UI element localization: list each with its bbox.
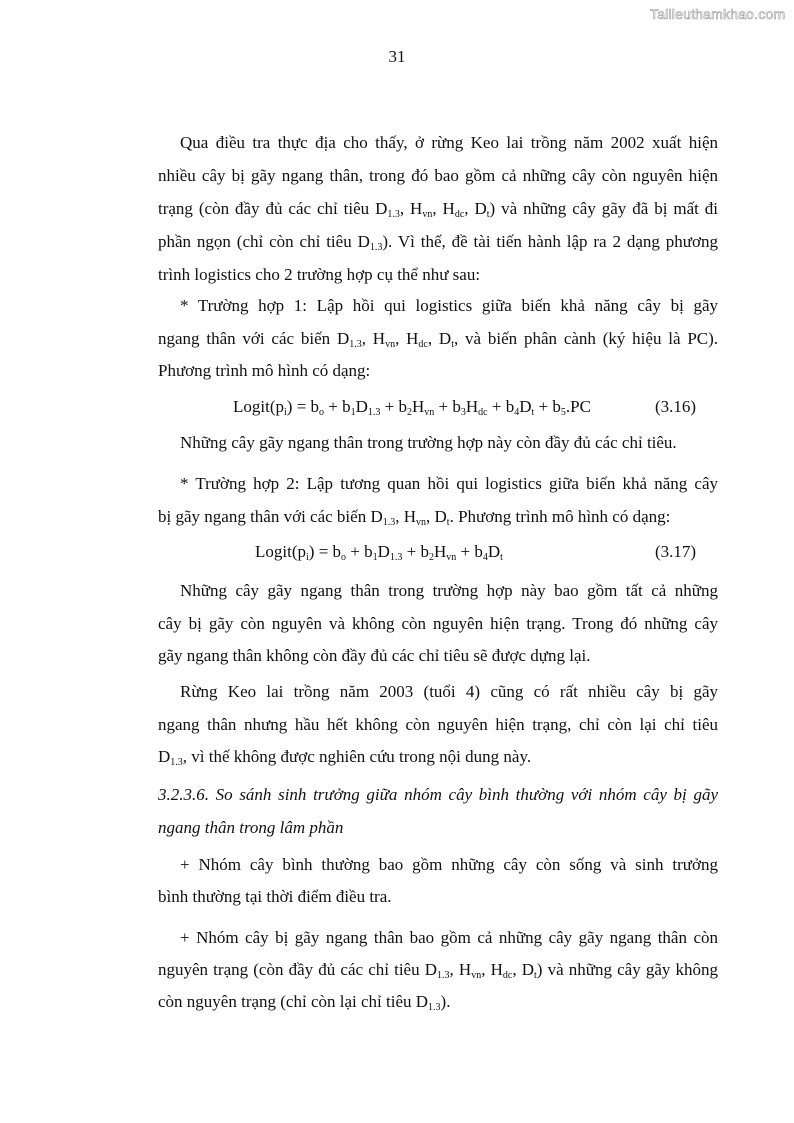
subscript: 1 [350, 407, 356, 418]
subscript: i [306, 552, 309, 563]
text-run: ngang thân trong lâm phần [158, 818, 344, 837]
equation [233, 396, 591, 418]
text-run: , H [481, 960, 503, 979]
text-run: Logit(p [255, 542, 306, 561]
text-run: D [158, 747, 171, 766]
text-run: Những cây gãy ngang thân trong trường hợp này bao gồm tất cả những [180, 581, 718, 600]
text-line [158, 198, 718, 220]
text-run: + b [380, 397, 407, 416]
text-line [180, 854, 718, 876]
text-run: + Nhóm cây bị gãy ngang thân bao gồm cả những cây gãy ngang thân còn [180, 928, 718, 947]
text-run: gãy ngang thân không còn đầy đủ các chỉ tiêu sẽ được dựng lại. [158, 646, 591, 665]
text-run: bị gãy ngang thân với các biến D [158, 507, 383, 526]
text-run: , D [464, 199, 487, 218]
text-line [158, 991, 450, 1013]
subscript: vn [446, 552, 457, 563]
section-heading-line [158, 817, 343, 839]
text-run: + b [534, 397, 561, 416]
text-run: , H [395, 507, 417, 526]
text-run: nguyên trạng (còn đầy đủ các chỉ tiêu D [158, 960, 438, 979]
text-run: + b [487, 397, 515, 416]
text-run: ). Vì thế, đề tài tiến hành lập ra 2 dạng phương [382, 232, 718, 251]
subscript: 1 [372, 552, 378, 563]
text-run: Qua điều tra thực địa cho thấy, ở rừng Keo lai trồng năm 2002 xuất hiện [180, 133, 718, 152]
subscript: 3 [460, 407, 466, 418]
text-line [158, 613, 718, 635]
text-run: .PC [565, 397, 591, 416]
subscript: vn [385, 339, 396, 350]
subscript: dc [418, 339, 428, 350]
subscript: o [319, 407, 325, 418]
text-line [158, 165, 718, 187]
text-run: bình thường tại thời điểm điều tra. [158, 887, 392, 906]
text-run: , D [512, 960, 534, 979]
subscript: t [500, 552, 503, 563]
text-run: + Nhóm cây bình thường bao gồm những cây còn sống và sinh trưởng [180, 855, 718, 874]
text-run: H [465, 397, 479, 416]
equation [255, 541, 503, 563]
subscript: 1.3 [369, 242, 383, 253]
subscript: t [451, 339, 454, 350]
text-run: D [487, 542, 501, 561]
text-line [180, 580, 718, 602]
subscript: vn [416, 517, 427, 528]
text-line [158, 645, 590, 667]
watermark: Tailieuthamkhao.com [650, 6, 786, 22]
subscript: 4 [514, 407, 520, 418]
text-run: phần ngọn (chỉ còn chỉ tiêu D [158, 232, 370, 251]
text-run: , H [361, 329, 386, 348]
text-run: H [412, 397, 425, 416]
text-run: ) và những cây gãy đã bị mất đi [489, 199, 719, 218]
page-number: 31 [388, 47, 406, 66]
text-run: , H [449, 960, 472, 979]
text-run: , H [399, 199, 423, 218]
text-run: , H [395, 329, 419, 348]
text-run: + b [346, 542, 373, 561]
text-run: ) = b [286, 397, 320, 416]
subscript: dc [502, 970, 513, 981]
text-line [158, 231, 718, 253]
text-line [180, 473, 718, 495]
text-line [180, 927, 718, 949]
text-run: ) = b [308, 542, 342, 561]
text-run: D [377, 542, 390, 561]
text-run: . Phương trình mô hình có dạng: [449, 507, 671, 526]
text-run: 3.2.3.6. So sánh sinh trưởng giữa nhóm cây bình thường với nhóm cây bị gãy [158, 785, 718, 804]
text-run: ngang thân nhưng hầu hết không còn nguyên hiện trạng, chỉ còn lại chỉ tiêu [158, 715, 718, 734]
text-run: cây bị gãy còn nguyên và không còn nguyên hiện trạng. Trong đó những cây [158, 614, 718, 633]
text-line [180, 681, 718, 703]
text-line [158, 959, 718, 981]
text-run: , D [427, 329, 452, 348]
text-line [158, 506, 670, 528]
text-line [158, 328, 718, 350]
text-run: Những cây gãy ngang thân trong trường hợp này còn đầy đủ các chỉ tiêu. [180, 433, 677, 452]
text-run: Rừng Keo lai trồng năm 2003 (tuổi 4) cũng có rất nhiều cây bị gãy [180, 682, 718, 701]
text-run: ). [440, 992, 451, 1011]
text-run: , và biến phân cành (ký hiệu là PC). [454, 329, 719, 348]
subscript: 1.3 [389, 552, 403, 563]
subscript: 2 [429, 552, 434, 563]
text-line [158, 264, 480, 286]
equation-number-3-17: (3.17) [655, 542, 697, 561]
text-run: + b [434, 397, 461, 416]
subscript: vn [424, 407, 435, 418]
text-line [158, 360, 370, 382]
subscript: 1.3 [349, 339, 362, 350]
text-run: ) và những cây gãy không [536, 960, 719, 979]
text-run: , H [432, 199, 455, 218]
equation-number-3-16: (3.16) [655, 397, 697, 416]
subscript: t [531, 407, 535, 418]
text-run: D [355, 397, 368, 416]
subscript: 1.3 [382, 517, 396, 528]
subscript: o [341, 552, 347, 563]
text-run: * Trường hợp 1: Lập hồi qui logistics giữa biến khả năng cây bị gãy [180, 296, 718, 315]
text-run: nhiều cây bị gãy ngang thân, trong đó bao gồm cả những cây còn nguyên hiện [158, 166, 718, 185]
subscript: 1.3 [170, 757, 183, 768]
subscript: 1.3 [437, 970, 450, 981]
subscript: dc [478, 407, 488, 418]
text-run: Phương trình mô hình có dạng: [158, 361, 371, 380]
text-run: H [434, 542, 447, 561]
text-run: + b [456, 542, 483, 561]
text-run: Logit(p [233, 397, 284, 416]
subscript: 1.3 [387, 209, 400, 220]
subscript: 1.3 [367, 407, 381, 418]
text-line [180, 432, 677, 454]
text-run: ngang thân với các biến D [158, 329, 350, 348]
text-run: + b [324, 397, 351, 416]
text-run: + b [402, 542, 429, 561]
text-run: , D [426, 507, 447, 526]
subscript: t [446, 517, 450, 528]
text-run: D [519, 397, 532, 416]
text-line [180, 295, 718, 317]
subscript: t [533, 970, 537, 981]
subscript: vn [471, 970, 482, 981]
subscript: 5 [560, 407, 566, 418]
text-line [158, 714, 718, 736]
subscript: dc [454, 209, 465, 220]
section-heading-line [158, 784, 718, 806]
text-run: còn nguyên trạng (chỉ còn lại chỉ tiêu D [158, 992, 429, 1011]
subscript: 1.3 [428, 1002, 441, 1013]
text-run: trình logistics cho 2 trường hợp cụ thể như sau: [158, 265, 481, 284]
subscript: vn [422, 209, 433, 220]
subscript: i [284, 407, 287, 418]
text-line [158, 746, 531, 768]
text-run: * Trường hợp 2: Lập tương quan hồi qui logistics giữa biến khả năng cây [180, 474, 718, 493]
text-run: trạng (còn đầy đủ các chỉ tiêu D [158, 199, 388, 218]
subscript: 2 [407, 407, 412, 418]
text-line [158, 886, 392, 908]
text-run: , vì thế không được nghiên cứu trong nội dung này. [182, 747, 532, 766]
subscript: t [486, 209, 490, 220]
subscript: 4 [482, 552, 488, 563]
text-line [180, 132, 718, 154]
